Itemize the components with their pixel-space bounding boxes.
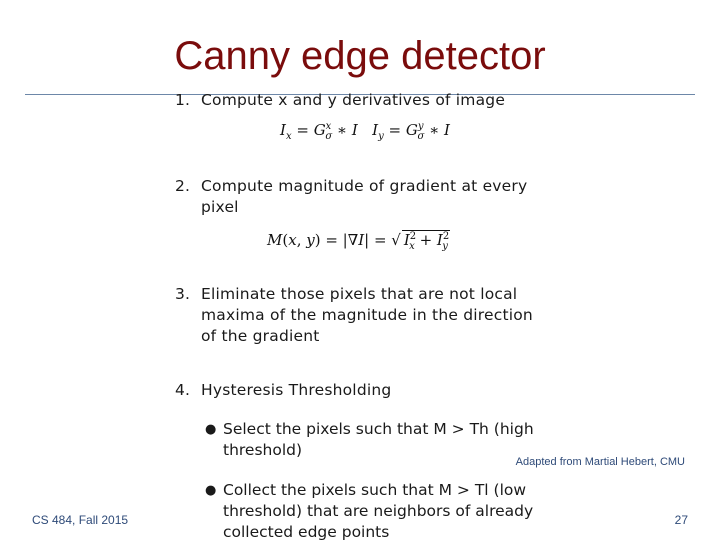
step-text: Compute magnitude of gradient at every pixel <box>201 177 528 216</box>
bullet-dot-icon: ● <box>205 422 217 437</box>
step-number: 3. <box>175 285 191 303</box>
step-number: 4. <box>175 381 191 399</box>
step-number: 1. <box>175 91 191 109</box>
step-text: Eliminate those pixels that are not local maxima of the magnitude in the direction of the gradient <box>201 285 533 345</box>
credit-note: Adapted from Martial Hebert, CMU <box>515 456 685 468</box>
equation-derivatives: $I_x = G^x_\sigma$ ∗ I $I_y = G^y_\sigma$ ∗ I <box>280 121 450 142</box>
step-text: Compute x and y derivatives of image <box>201 91 506 109</box>
bullet-text: Collect the pixels such that M > Tl (low threshold) that are neighbors of already collected edge points <box>223 481 534 541</box>
slide-title: Canny edge detector <box>174 34 546 78</box>
course-footer: CS 484, Fall 2015 <box>32 513 129 527</box>
step-number: 2. <box>175 177 191 195</box>
bullet-dot-icon: ● <box>205 483 217 498</box>
equation-magnitude: M(x, y) = |∇I| = √ $I^2_x + I^2_y$ <box>267 231 450 252</box>
page-number: 27 <box>674 513 688 527</box>
bullet-text: Select the pixels such that M > Th (high threshold) <box>223 420 534 459</box>
step-text: Hysteresis Thresholding <box>201 381 392 399</box>
